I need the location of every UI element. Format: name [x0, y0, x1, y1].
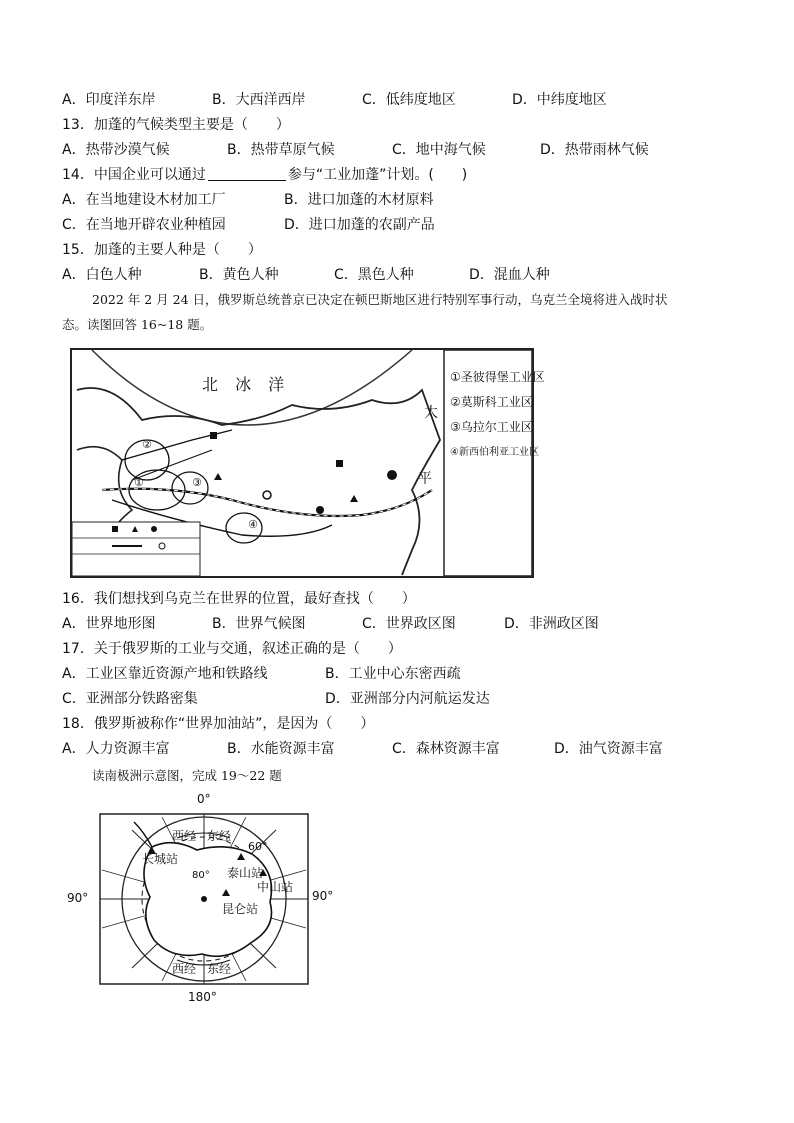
- q14-blank[interactable]: [208, 166, 286, 181]
- legend-item-3: ③乌拉尔工业区: [450, 420, 533, 434]
- q12-option-a[interactable]: A．印度洋东岸: [62, 92, 156, 108]
- intro-antarctica: 读南极洲示意图，完成 19～22 题: [92, 768, 282, 783]
- q16-stem: 16．我们想找到乌克兰在世界的位置，最好查找（ ）: [62, 591, 416, 607]
- q15-option-b[interactable]: B．黄色人种: [199, 267, 279, 283]
- q15-stem: 15．加蓬的主要人种是（ ）: [62, 242, 262, 258]
- q17-stem: 17．关于俄罗斯的工业与交通，叙述正确的是（ ）: [62, 641, 402, 657]
- antarctica-label-top-east: 东经: [207, 829, 232, 843]
- antarctica-label-bottom-west: 西经: [172, 962, 197, 976]
- q15-option-c[interactable]: C．黑色人种: [334, 267, 414, 283]
- q18-option-a[interactable]: A．人力资源丰富: [62, 741, 170, 757]
- q18-option-b[interactable]: B．水能资源丰富: [227, 741, 335, 757]
- q13-option-b[interactable]: B．热带草原气候: [227, 142, 335, 158]
- station-kunlun-label: 昆仑站: [222, 902, 259, 916]
- map-region-label-2: ②: [142, 438, 152, 451]
- legend-item-4: ④新西伯利亚工业区: [450, 447, 539, 458]
- q14-option-d[interactable]: D．进口加蓬的农副产品: [284, 217, 435, 233]
- antarctica-label-lat80: 80°: [192, 870, 210, 881]
- q15-option-a[interactable]: A．白色人种: [62, 267, 142, 283]
- q16-option-c[interactable]: C．世界政区图: [362, 616, 456, 632]
- q14-option-a[interactable]: A．在当地建设木材加工厂: [62, 192, 226, 208]
- q15-option-d[interactable]: D．混血人种: [469, 267, 550, 283]
- q18-stem: 18．俄罗斯被称作“世界加油站”，是因为（ ）: [62, 716, 375, 732]
- intro-russia-line2: 态。读图回答 16~18 题。: [62, 317, 213, 332]
- q13-option-d[interactable]: D．热带雨林气候: [540, 142, 649, 158]
- q18-option-d[interactable]: D．油气资源丰富: [554, 741, 663, 757]
- q13-option-a[interactable]: A．热带沙漠气候: [62, 142, 170, 158]
- arctic-ocean-label: 北 冰 洋: [202, 375, 291, 394]
- antarctica-map: [62, 792, 352, 1012]
- q17-option-b[interactable]: B．工业中心东密西疏: [325, 666, 461, 682]
- q14-option-b[interactable]: B．进口加蓬的木材原料: [284, 192, 434, 208]
- q17-option-d[interactable]: D．亚洲部分内河航运发达: [325, 691, 490, 707]
- q17-option-c[interactable]: C．亚洲部分铁路密集: [62, 691, 198, 707]
- q16-option-b[interactable]: B．世界气候图: [212, 616, 306, 632]
- antarctica-map-drawing: [62, 792, 352, 1012]
- map-region-label-1: ①: [134, 476, 144, 489]
- antarctica-label-lat60: 60°: [248, 840, 268, 853]
- pacific-label-2: 平: [418, 471, 432, 487]
- q12-option-b[interactable]: B．大西洋西岸: [212, 92, 306, 108]
- q14-stem-after: 参与“工业加蓬”计划。( ): [287, 167, 468, 183]
- russia-industry-map: [70, 348, 545, 578]
- q12-option-d[interactable]: D．中纬度地区: [512, 92, 607, 108]
- intro-russia-line1: 2022 年 2 月 24 日，俄罗斯总统普京已决定在顿巴斯地区进行特别军事行动，乌克兰全境将进入战时状: [92, 292, 668, 307]
- antarctica-label-0deg: 0°: [197, 792, 211, 806]
- q14-stem-before: 14．中国企业可以通过: [62, 167, 206, 183]
- pacific-label-1: 太: [424, 405, 438, 421]
- q17-option-a[interactable]: A．工业区靠近资源产地和铁路线: [62, 666, 268, 682]
- station-great-wall-label: 长城站: [142, 852, 179, 866]
- q16-option-a[interactable]: A．世界地形图: [62, 616, 156, 632]
- q18-option-c[interactable]: C．森林资源丰富: [392, 741, 500, 757]
- antarctica-label-90w: 90°: [67, 891, 89, 905]
- q13-option-c[interactable]: C．地中海气候: [392, 142, 486, 158]
- q16-option-d[interactable]: D．非洲政区图: [504, 616, 599, 632]
- q14-option-c[interactable]: C．在当地开辟农业种植园: [62, 217, 226, 233]
- q13-stem: 13．加蓬的气候类型主要是（ ）: [62, 117, 290, 133]
- q12-option-c[interactable]: C．低纬度地区: [362, 92, 456, 108]
- station-zhongshan-label: 中山站: [257, 880, 294, 894]
- antarctica-label-bottom-east: 东经: [207, 962, 232, 976]
- antarctica-label-90e: 90°: [312, 889, 334, 903]
- map-region-label-3: ③: [192, 476, 202, 489]
- legend-item-1: ①圣彼得堡工业区: [450, 370, 545, 384]
- station-taishan-label: 泰山站: [227, 866, 264, 880]
- q14-stem: [62, 164, 467, 186]
- antarctica-label-top-west: 西经: [172, 829, 197, 843]
- antarctica-label-180deg: 180°: [188, 990, 217, 1004]
- legend-item-2: ②莫斯科工业区: [450, 395, 533, 409]
- map-region-label-4: ④: [248, 518, 258, 531]
